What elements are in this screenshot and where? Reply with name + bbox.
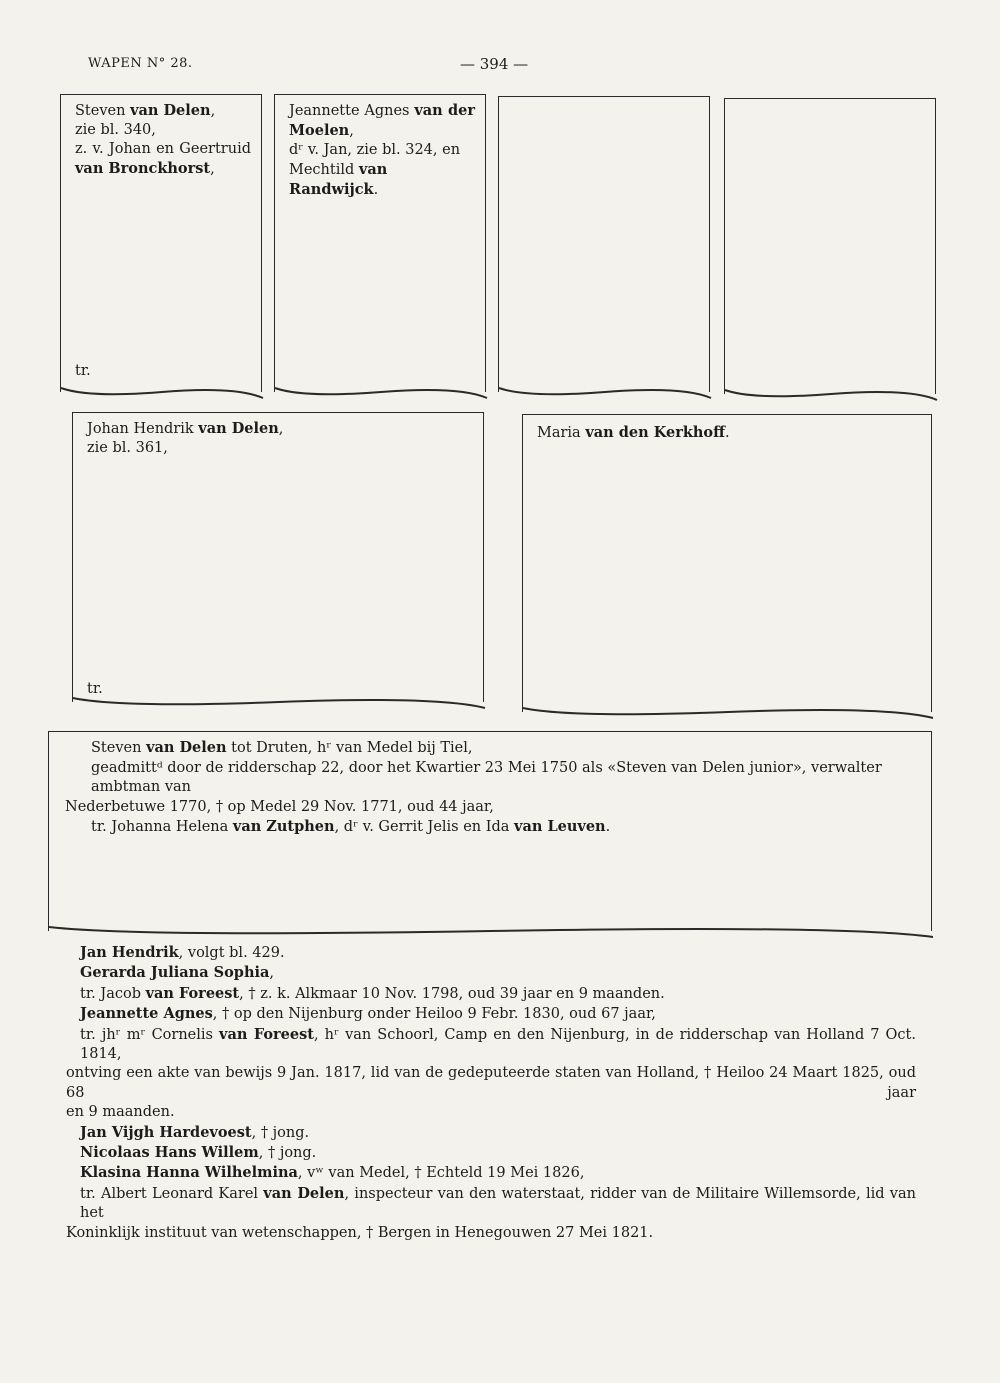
child-entry: Nicolaas Hans Willem, † jong. bbox=[80, 1144, 317, 1162]
tr-label: tr. bbox=[87, 681, 103, 697]
parent-box-1: Johan Hendrik van Delen, zie bl. 361, tr. bbox=[72, 412, 484, 702]
page-number: — 394 — bbox=[460, 55, 529, 73]
child-entry: Gerarda Juliana Sophia, bbox=[80, 964, 275, 982]
main-person-box: Steven van Delen tot Druten, hʳ van Medel bij Tiel, geadmittᵈ door de ridderschap 22, door het Kwartier 23 Mei 1750 als «Steven van Delen junior», verwalter ambtman van Nederbetuwe 1770, † op Medel 29 Nov. 1771, oud 44 jaar, tr. Johanna Helena van Zutphen, dʳ v. Gerrit Jelis en Ida van Leuven. bbox=[48, 731, 932, 931]
spouse-entry-cont: en 9 maanden. bbox=[66, 1104, 175, 1121]
spouse-entry: tr. Albert Leonard Karel van Delen, inspecteur van den waterstaat, ridder van de Militaire Willemsorde, lid van het bbox=[80, 1184, 916, 1222]
spouse-entry: tr. Jacob van Foreest, † z. k. Alkmaar 10 Nov. 1798, oud 39 jaar en 9 maanden. bbox=[80, 984, 665, 1002]
scroll-border bbox=[723, 388, 939, 402]
spouse-entry: tr. jhʳ mʳ Cornelis van Foreest, hʳ van Schoorl, Camp en den Nijenburg, in de ridderschap van Holland 7 Oct. 1814, bbox=[80, 1025, 916, 1063]
child-entry: Jan Vijgh Hardevoest, † jong. bbox=[80, 1123, 310, 1141]
ancestor-box-4 bbox=[724, 98, 936, 394]
ancestor-box-2: Jeannette Agnes van der Moelen, dʳ v. Jan, zie bl. 324, en Mechtild van Randwijck. bbox=[274, 94, 486, 392]
ancestor-box-1: Steven van Delen, zie bl. 340, z. v. Johan en Geertruid van Bronckhorst, tr. bbox=[60, 94, 262, 392]
child-entry: Klasina Hanna Wilhelmina, vʷ van Medel, † Echteld 19 Mei 1826, bbox=[80, 1164, 585, 1182]
children-list bbox=[66, 943, 916, 1243]
scroll-border bbox=[521, 706, 935, 720]
scroll-border bbox=[497, 386, 713, 400]
ancestor-box-3 bbox=[498, 96, 710, 392]
spouse-entry-cont: ontving een akte van bewijs 9 Jan. 1817, lid van de gedeputeerde staten van Holland, † Heiloo 24 Maart 1825, oud 68 jaar bbox=[66, 1065, 916, 1101]
scroll-border bbox=[273, 386, 489, 400]
child-entry: Jan Hendrik, volgt bl. 429. bbox=[80, 944, 285, 961]
page-header-left: WAPEN N° 28. bbox=[88, 56, 193, 71]
scroll-border bbox=[59, 386, 265, 400]
child-entry: Jeannette Agnes, † op den Nijenburg onder Heiloo 9 Febr. 1830, oud 67 jaar, bbox=[80, 1005, 656, 1023]
spouse-entry-cont: Koninklijk instituut van wetenschappen, † Bergen in Henegouwen 27 Mei 1821. bbox=[66, 1224, 654, 1241]
scroll-border bbox=[71, 696, 487, 710]
tr-label: tr. bbox=[75, 363, 91, 379]
parent-box-2: Maria van den Kerkhoff. bbox=[522, 414, 932, 712]
scroll-border bbox=[47, 925, 935, 939]
